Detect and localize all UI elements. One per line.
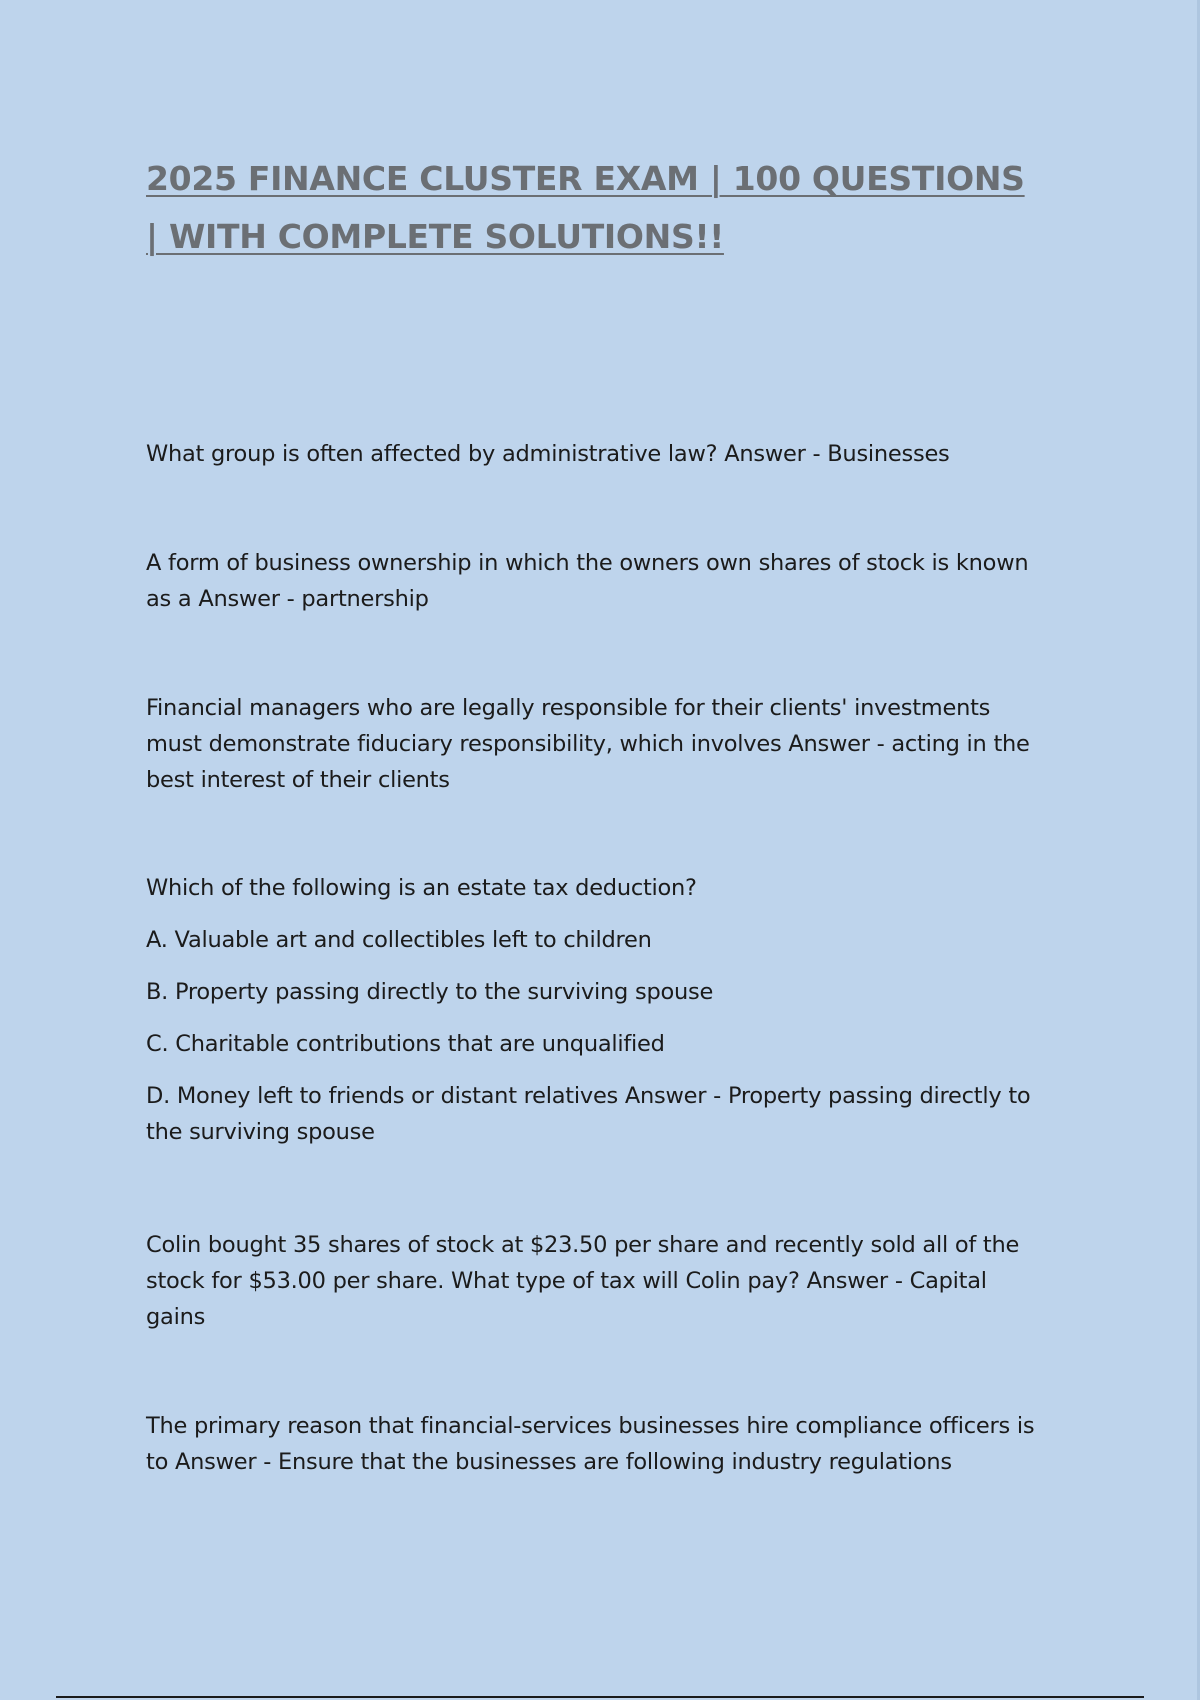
qa-item-3	[146, 690, 1046, 798]
qa-item-6	[146, 1408, 1046, 1480]
qa-question: Which of the following is an estate tax deduction?	[146, 875, 697, 901]
answer-option-a: A. Valuable art and collectibles left to children	[146, 927, 652, 953]
footer-divider	[56, 1696, 1144, 1698]
qa-item-1	[146, 436, 1046, 472]
qa-text: The primary reason that financial-services businesses hire compliance officers is to Answer - Ensure that the businesses are following industry regulations	[146, 1413, 1035, 1475]
answer-option-c: C. Charitable contributions that are unqualified	[146, 1031, 665, 1057]
qa-item-5	[146, 1227, 1046, 1335]
document-title: 2025 FINANCE CLUSTER EXAM | 100 QUESTIONS | WITH COMPLETE SOLUTIONS!!	[146, 159, 1025, 256]
qa-text: What group is often affected by administrative law? Answer - Businesses	[146, 441, 950, 467]
qa-text: Colin bought 35 shares of stock at $23.50 per share and recently sold all of the stock for $53.00 per share. What type of tax will Colin pay? Answer - Capital gains	[146, 1232, 1020, 1330]
answer-option-d: D. Money left to friends or distant relatives Answer - Property passing directly to the surviving spouse	[146, 1083, 1031, 1145]
answer-option-b: B. Property passing directly to the surviving spouse	[146, 979, 714, 1005]
qa-item-2	[146, 545, 1046, 617]
qa-item-4	[146, 870, 1046, 1150]
qa-text: Financial managers who are legally responsible for their clients' investments must demonstrate fiduciary responsibility, which involves Answer - acting in the best interest of their clients	[146, 695, 1030, 793]
qa-text: A form of business ownership in which the owners own shares of stock is known as a Answer - partnership	[146, 550, 1029, 612]
